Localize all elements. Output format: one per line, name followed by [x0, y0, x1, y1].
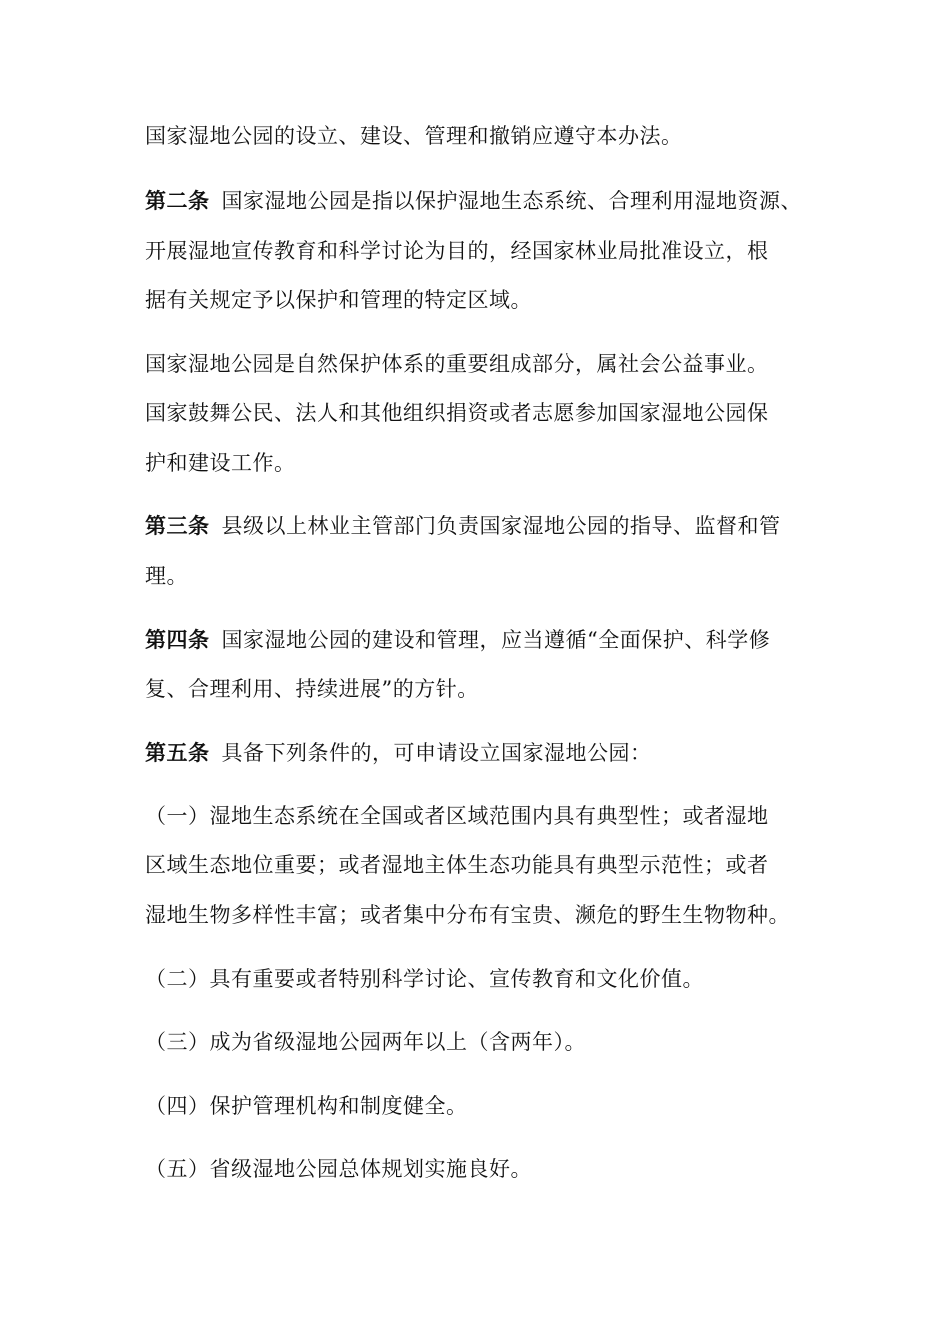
- paragraph-line: [145, 1091, 835, 1121]
- line-text: 理。: [145, 564, 188, 588]
- line-text: （四）保护管理机构和制度健全。: [145, 1094, 468, 1118]
- paragraph-line: [145, 285, 835, 315]
- line-text: （三）成为省级湿地公园两年以上（含两年）。: [145, 1030, 586, 1054]
- article-label: 第四条: [145, 628, 210, 652]
- paragraph-line: [145, 801, 835, 831]
- paragraph-line: [145, 1027, 835, 1057]
- line-text: 具备下列条件的，可申请设立国家湿地公园：: [221, 741, 652, 765]
- line-text: 国家鼓舞公民、法人和其他组织捐资或者志愿参加国家湿地公园保: [145, 401, 769, 425]
- article-label: 第五条: [145, 741, 210, 765]
- article-label: 第二条: [145, 189, 210, 213]
- line-text: 开展湿地宣传教育和科学讨论为目的，经国家林业局批准设立，根: [145, 239, 769, 263]
- paragraph-line: [145, 561, 835, 591]
- line-text: 据有关规定予以保护和管理的特定区域。: [145, 288, 532, 312]
- line-text: 复、合理利用、持续进展”的方针。: [145, 677, 479, 701]
- line-text: 国家湿地公园是自然保护体系的重要组成部分，属社会公益事业。: [145, 352, 769, 376]
- line-text: 国家湿地公园是指以保护湿地生态系统、合理利用湿地资源、: [221, 189, 802, 213]
- paragraph-line: [145, 448, 835, 478]
- paragraph-line: [145, 236, 835, 266]
- line-text: （二）具有重要或者特别科学讨论、宣传教育和文化价值。: [145, 967, 704, 991]
- paragraph-line: [145, 398, 835, 428]
- line-text: 区域生态地位重要；或者湿地主体生态功能具有典型示范性；或者: [145, 853, 769, 877]
- article-line: [145, 186, 835, 216]
- paragraph-line: [145, 349, 835, 379]
- line-text: 护和建设工作。: [145, 451, 296, 475]
- paragraph-line: [145, 900, 835, 930]
- paragraph-line: [145, 121, 835, 151]
- article-line: [145, 625, 835, 655]
- line-text: （一）湿地生态系统在全国或者区域范围内具有典型性；或者湿地: [145, 804, 769, 828]
- article-label: 第三条: [145, 514, 210, 538]
- article-line: [145, 738, 835, 768]
- line-text: 国家湿地公园的设立、建设、管理和撤销应遵守本办法。: [145, 124, 683, 148]
- paragraph-line: [145, 964, 835, 994]
- line-text: （五）省级湿地公园总体规划实施良好。: [145, 1157, 532, 1181]
- paragraph-line: [145, 674, 835, 704]
- line-text: 国家湿地公园的建设和管理，应当遵循“全面保护、科学修: [221, 628, 771, 652]
- article-line: [145, 511, 835, 541]
- line-text: 湿地生物多样性丰富；或者集中分布有宝贵、濒危的野生生物物种。: [145, 903, 790, 927]
- paragraph-line: [145, 850, 835, 880]
- paragraph-line: [145, 1154, 835, 1184]
- line-text: 县级以上林业主管部门负责国家湿地公园的指导、监督和管: [221, 514, 781, 538]
